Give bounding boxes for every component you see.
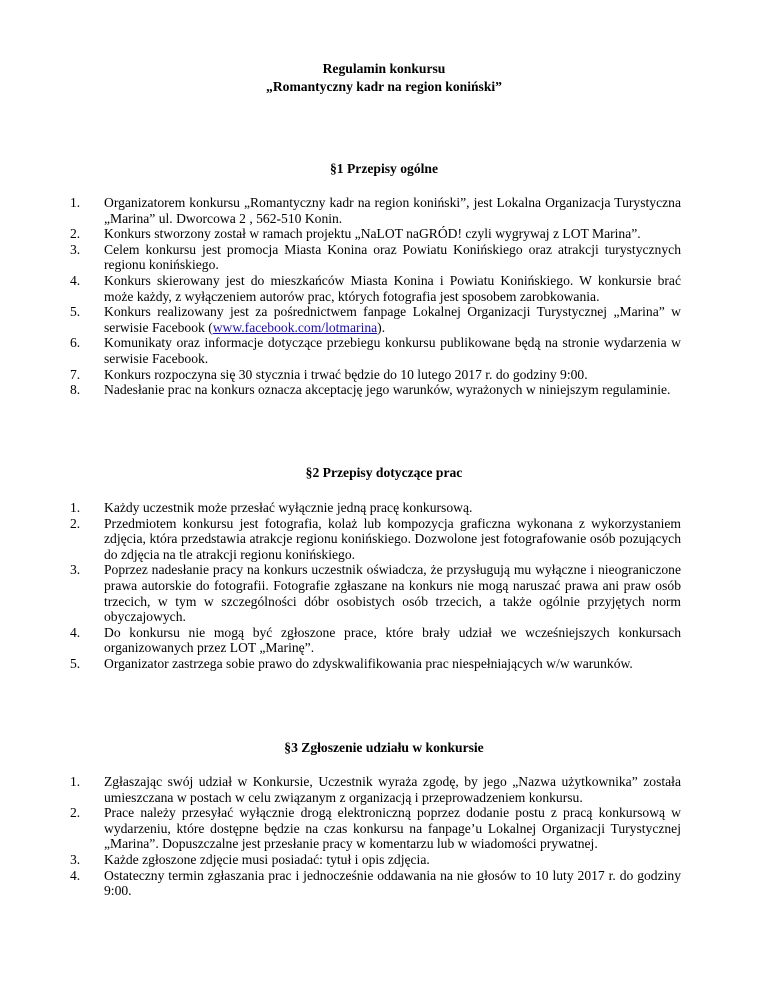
list-item: 6. Komunikaty oraz informacje dotyczące przebiegu konkursu publikowane będą na stronie wydarzenia w serwisie Facebook. [70,335,681,366]
list-number: 6. [70,335,81,351]
list-number: 1. [70,500,81,515]
list-number: 3. [70,851,81,867]
list-number: 4. [70,272,81,288]
list-number: 4. [70,624,81,640]
list-item: 2. Przedmiotem konkursu jest fotografia, kolaż lub kompozycja graficzna wykonana z wykorzystaniem zdjęcia, która przedstawia atrakcje regionu konińskiego. Dozwolone jest fotografowanie osób pozujących do zdjęcia na tle atrakcji regionu konińskiego. [70,515,681,562]
list-item: 1. Zgłaszając swój udział w Konkursie, Uczestnik wyraża zgodę, by jego „Nazwa użytkownika” została umieszczana w postach w celu związanym z organizacją i przeprowadzeniem konkursu. [70,774,681,805]
list-number: 7. [70,366,81,382]
list-item: 1. Każdy uczestnik może przesłać wyłącznie jedną pracę konkursową. [70,500,473,515]
section-heading: §1 Przepisy ogólne [330,161,438,176]
list-number: 8. [70,382,81,398]
list-item: 3. Celem konkursu jest promocja Miasta Konina oraz Powiatu Konińskiego oraz atrakcji turystycznych regionu konińskiego. [70,241,681,273]
list-number: 3. [70,241,81,257]
list-item: 8. Nadesłanie prac na konkurs oznacza akceptację jego warunków, wyrażonych w niniejszym regulaminie. [70,382,671,398]
list-number: 1. [70,774,81,789]
facebook-link[interactable]: www.facebook.com/lotmarina [212,319,378,335]
list-item: 2. Prace należy przesyłać wyłącznie drogą elektroniczną poprzez dodanie postu z pracą konkursową w wydarzeniu, które dostępne będzie na czas konkursu na fanpage’u Lokalnej Organizacji Turystycznej „Marina”. Dopuszczalne jest przesłanie pracy w komentarzu lub w wiadomości prywatnej. [70,805,681,852]
document-title: Regulamin konkursu [322,61,446,76]
list-item: 3. Poprzez nadesłanie pracy na konkurs uczestnik oświadcza, że przysługują mu wyłączne i nieograniczone prawa autorskie do fotografii. Fotografie zgłaszane na konkurs nie mogą naruszać prawa ani praw osób trzecich, w tym w szczególności dóbr osobistych osób trzecich, a także ogólnie przyjętych norm obyczajowych. [70,562,681,625]
list-item: 4. Do konkursu nie mogą być zgłoszone prace, które brały udział we wcześniejszych konkursach organizowanych przez LOT „Marinę”. [70,624,681,656]
list-number: 2. [70,226,81,242]
document-subtitle: „Romantyczny kadr na region koniński” [266,79,502,94]
section-heading: §2 Przepisy dotyczące prac [305,465,463,480]
list-item: 5. Konkurs realizowany jest za pośrednictwem fanpage Lokalnej Organizacji Turystycznej „Marina” w serwisie Facebook (www.facebook.com/lotmarina). [70,304,681,335]
section-heading: §3 Zgłoszenie udziału w konkursie [284,740,484,755]
section-1-list [70,195,681,398]
list-number: 5. [70,304,81,320]
list-item: 3. Każde zgłoszone zdjęcie musi posiadać: tytuł i opis zdjęcia. [70,851,430,867]
list-item: 4. Ostateczny termin zgłaszania prac i jednocześnie oddawania na nie głosów to 10 luty 2017 r. do godziny 9:00. [70,867,681,899]
list-item: 5. Organizator zastrzega sobie prawo do zdyskwalifikowania prac niespełniających w/w warunków. [70,655,633,671]
list-number: 5. [70,655,81,671]
section-2-list [70,500,681,672]
list-number: 2. [70,515,81,531]
list-item: 4. Konkurs skierowany jest do mieszkańców Miasta Konina i Powiatu Konińskiego. W konkursie brać może każdy, z wyłączeniem autorów prac, których fotografia jest sposobem zarobkowania. [70,272,681,304]
list-number: 4. [70,867,81,883]
list-item: 7. Konkurs rozpoczyna się 30 stycznia i trwać będzie do 10 lutego 2017 r. do godziny 9:00. [70,366,588,382]
list-item: 2. Konkurs stworzony został w ramach projektu „NaLOT naGRÓD! czyli wygrywaj z LOT Marina”. [70,226,641,242]
list-number: 2. [70,805,81,821]
list-number: 1. [70,195,81,210]
section-3-list [70,774,681,899]
list-number: 3. [70,562,81,578]
list-item: 1. Organizatorem konkursu „Romantyczny kadr na region koniński”, jest Lokalna Organizacja Turystyczna „Marina” ul. Dworcowa 2 , 562-510 Konin. [70,195,681,226]
